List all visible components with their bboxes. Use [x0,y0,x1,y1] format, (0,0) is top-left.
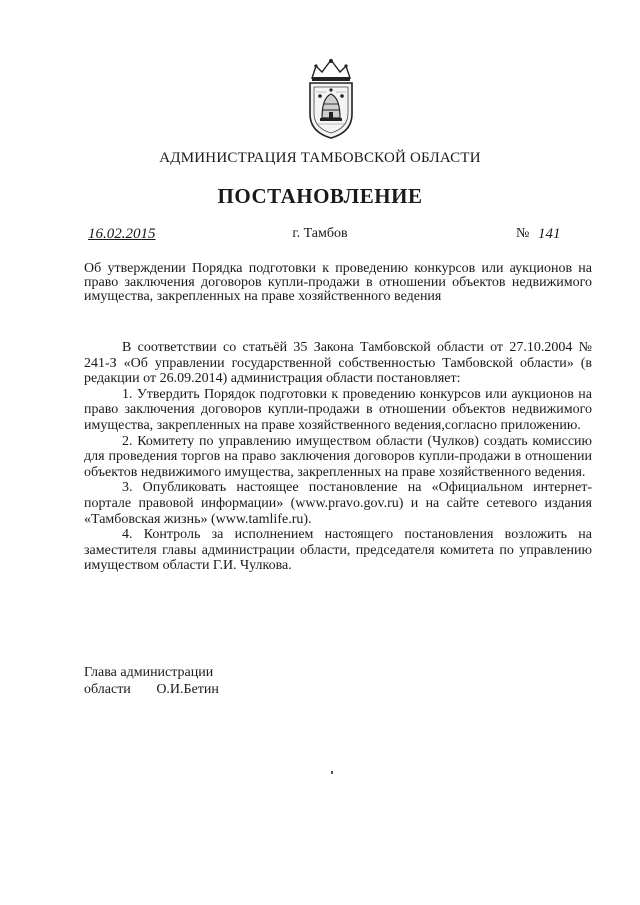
document-number-label: № [516,226,530,241]
scan-speck [331,771,333,774]
body-paragraph-4: 4. Контроль за исполнением настоящего постановления возложить на заместителя главы администрации области, председателя комитета по управлению имуществом области Г.И. Чулкова. [84,527,592,574]
document-number: 141 [538,226,561,242]
organization-name: АДМИНИСТРАЦИЯ ТАМБОВСКОЙ ОБЛАСТИ [159,150,481,166]
document-city: г. Тамбов [292,226,348,241]
document-subject: Об утверждении Порядка подготовки к проведению конкурсов или аукционов на право заключения договоров купли-продажи в отношении объектов недвижимого имущества, закрепленных на праве хозяйственного ведения [84,261,592,304]
signatory-position-line2: области [84,682,131,697]
document-type-title: ПОСТАНОВЛЕНИЕ [217,184,423,208]
signatory-position-line1: Глава администрации [84,665,214,680]
body-paragraph-1: 1. Утвердить Порядок подготовки к проведению конкурсов или аукционов на право заключения договоров купли-продажи в отношении объектов недвижимого имущества, закрепленных на праве хозяйственного ведения,согласно приложению. [84,386,592,433]
tambov-coat-of-arms-icon [300,56,362,140]
body-paragraph-preamble: В соответствии со статьёй 35 Закона Тамбовской области от 27.10.2004 № 241-З «Об управлении государственной собственностью Тамбовской области» (в редакции от 26.09.2014) администрация области постановляет: [84,340,592,387]
signature-block [84,664,219,698]
signatory-name: О.И.Бетин [156,682,219,697]
document-body [84,340,592,574]
body-paragraph-3: 3. Опубликовать настоящее постановление на «Официальном интернет-портале правовой информации» (www.pravo.gov.ru) и на сайте сетевого издания «Тамбовская жизнь» (www.tamlife.ru). [84,480,592,527]
body-paragraph-2: 2. Комитету по управлению имуществом области (Чулков) создать комиссию для проведения торгов на право заключения договоров купли-продажи в отношении объектов недвижимого имущества, закрепленных на праве хозяйственного ведения. [84,433,592,480]
document-date: 16.02.2015 [88,226,156,242]
